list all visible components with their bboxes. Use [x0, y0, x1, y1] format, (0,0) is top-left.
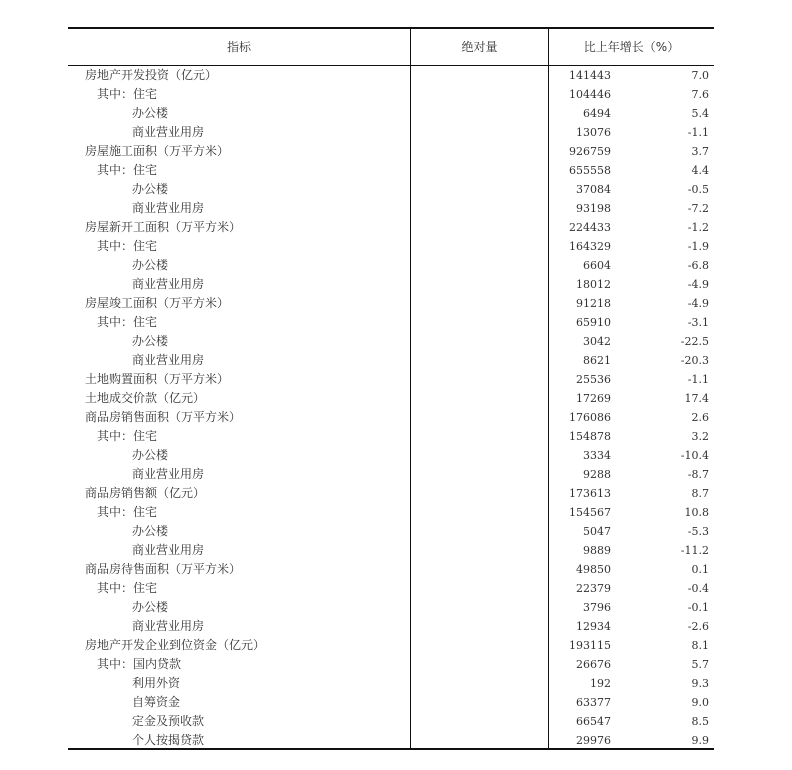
- row-label: 个人按揭贷款: [132, 733, 205, 747]
- row-absolute-value: 25536: [576, 373, 611, 386]
- row-label: 房地产开发企业到位资金（亿元）: [85, 638, 266, 652]
- row-growth-value: -10.4: [680, 449, 709, 462]
- header-indicator: 指标: [226, 40, 251, 54]
- row-absolute-value: 3334: [583, 449, 611, 462]
- row-growth-value: 0.1: [691, 563, 709, 576]
- row-absolute-value: 63377: [576, 696, 611, 709]
- row-label: 办公楼: [132, 182, 169, 196]
- row-growth-value: 5.7: [691, 658, 709, 671]
- row-label: 其中：住宅: [97, 239, 158, 253]
- row-growth-value: -4.9: [687, 297, 709, 310]
- table-row: [68, 484, 714, 503]
- row-absolute-value: 926759: [569, 145, 611, 158]
- row-label: 房地产开发投资（亿元）: [85, 68, 218, 82]
- table-row: [68, 389, 714, 408]
- table-row: [68, 370, 714, 389]
- row-label: 土地购置面积（万平方米）: [85, 372, 230, 386]
- row-label: 办公楼: [132, 106, 169, 120]
- row-absolute-value: 17269: [576, 392, 611, 405]
- row-growth-value: 9.0: [691, 696, 709, 709]
- row-growth-value: -1.1: [687, 373, 709, 386]
- table-row: [68, 655, 714, 674]
- row-absolute-value: 154567: [569, 506, 611, 519]
- row-growth-value: 17.4: [684, 392, 709, 405]
- table-row: [68, 617, 714, 636]
- row-absolute-value: 12934: [576, 620, 611, 633]
- table-row: [68, 712, 714, 731]
- row-absolute-value: 104446: [569, 88, 611, 101]
- row-label: 利用外资: [132, 676, 181, 690]
- row-label: 土地成交价款（亿元）: [85, 391, 206, 405]
- row-label: 办公楼: [132, 448, 169, 462]
- row-label: 商业营业用房: [132, 125, 205, 139]
- row-absolute-value: 37084: [576, 183, 611, 196]
- table-row: [68, 465, 714, 484]
- table-row: [68, 351, 714, 370]
- table-body: [68, 66, 714, 750]
- row-label: 办公楼: [132, 258, 169, 272]
- row-label: 其中：住宅: [97, 315, 158, 329]
- row-label: 其中：住宅: [97, 505, 158, 519]
- row-label: 自筹资金: [132, 695, 181, 709]
- row-absolute-value: 224433: [569, 221, 611, 234]
- header-growth: 比上年增长（%）: [583, 40, 680, 54]
- row-growth-value: 3.7: [691, 145, 709, 158]
- row-absolute-value: 193115: [569, 639, 611, 652]
- row-absolute-value: 65910: [576, 316, 611, 329]
- table-row: [68, 142, 714, 161]
- table-row: [68, 522, 714, 541]
- table-row: [68, 161, 714, 180]
- row-absolute-value: 93198: [576, 202, 611, 215]
- row-label: 商业营业用房: [132, 543, 205, 557]
- table-row: [68, 256, 714, 275]
- table-row: [68, 237, 714, 256]
- row-absolute-value: 49850: [576, 563, 611, 576]
- row-label: 商品房待售面积（万平方米）: [85, 562, 242, 576]
- row-absolute-value: 26676: [576, 658, 611, 671]
- row-growth-value: -20.3: [680, 354, 709, 367]
- row-growth-value: 3.2: [691, 430, 709, 443]
- row-label: 商业营业用房: [132, 619, 205, 633]
- row-growth-value: -2.6: [687, 620, 709, 633]
- row-growth-value: -11.2: [680, 544, 709, 557]
- row-absolute-value: 13076: [576, 126, 611, 139]
- table-row: [68, 313, 714, 332]
- row-label: 商品房销售面积（万平方米）: [85, 410, 242, 424]
- row-absolute-value: 18012: [576, 278, 611, 291]
- row-growth-value: -4.9: [687, 278, 709, 291]
- row-absolute-value: 8621: [583, 354, 611, 367]
- row-growth-value: -8.7: [687, 468, 709, 481]
- table-row: [68, 218, 714, 237]
- table-row: [68, 85, 714, 104]
- row-absolute-value: 173613: [569, 487, 611, 500]
- row-growth-value: -0.1: [687, 601, 709, 614]
- row-growth-value: -6.8: [687, 259, 709, 272]
- row-absolute-value: 91218: [576, 297, 611, 310]
- table-row: [68, 275, 714, 294]
- row-growth-value: 8.1: [691, 639, 709, 652]
- table-row: [68, 104, 714, 123]
- row-growth-value: 7.6: [691, 88, 709, 101]
- row-growth-value: -1.1: [687, 126, 709, 139]
- row-growth-value: 8.5: [691, 715, 709, 728]
- row-label: 其中：住宅: [97, 87, 158, 101]
- row-label: 其中：国内贷款: [97, 657, 182, 671]
- table-row: [68, 674, 714, 693]
- table-row: [68, 66, 714, 85]
- table-row: [68, 199, 714, 218]
- row-growth-value: 2.6: [691, 411, 709, 424]
- row-growth-value: 10.8: [684, 506, 709, 519]
- row-absolute-value: 6494: [583, 107, 611, 120]
- row-absolute-value: 9889: [583, 544, 611, 557]
- row-absolute-value: 192: [590, 677, 611, 690]
- row-absolute-value: 655558: [569, 164, 611, 177]
- row-growth-value: -5.3: [687, 525, 709, 538]
- table-row: [68, 446, 714, 465]
- row-growth-value: 9.9: [691, 734, 709, 747]
- row-absolute-value: 141443: [569, 69, 611, 82]
- row-growth-value: 7.0: [691, 69, 709, 82]
- row-label: 其中：住宅: [97, 581, 158, 595]
- row-growth-value: -22.5: [680, 335, 709, 348]
- table-row: [68, 541, 714, 560]
- row-absolute-value: 22379: [576, 582, 611, 595]
- row-label: 商品房销售额（亿元）: [85, 486, 206, 500]
- row-growth-value: -3.1: [687, 316, 709, 329]
- row-label: 办公楼: [132, 524, 169, 538]
- row-absolute-value: 9288: [583, 468, 611, 481]
- row-growth-value: -1.9: [687, 240, 709, 253]
- row-label: 定金及预收款: [132, 714, 205, 728]
- table-row: [68, 693, 714, 712]
- table-row: [68, 731, 714, 750]
- row-absolute-value: 154878: [569, 430, 611, 443]
- row-absolute-value: 176086: [569, 411, 611, 424]
- row-absolute-value: 29976: [576, 734, 611, 747]
- row-growth-value: 5.4: [691, 107, 709, 120]
- table-row: [68, 427, 714, 446]
- row-label: 商业营业用房: [132, 201, 205, 215]
- table-row: [68, 598, 714, 617]
- row-label: 商业营业用房: [132, 467, 205, 481]
- row-absolute-value: 164329: [569, 240, 611, 253]
- row-label: 其中：住宅: [97, 429, 158, 443]
- row-label: 其中：住宅: [97, 163, 158, 177]
- table-row: [68, 294, 714, 313]
- table-row: [68, 123, 714, 142]
- table-row: [68, 332, 714, 351]
- row-label: 房屋新开工面积（万平方米）: [85, 220, 242, 234]
- row-absolute-value: 5047: [583, 525, 611, 538]
- row-growth-value: 9.3: [691, 677, 709, 690]
- row-absolute-value: 3042: [583, 335, 611, 348]
- row-growth-value: -0.4: [687, 582, 709, 595]
- table-row: [68, 408, 714, 427]
- row-growth-value: -1.2: [687, 221, 709, 234]
- row-growth-value: 8.7: [691, 487, 709, 500]
- row-label: 商业营业用房: [132, 353, 205, 367]
- table-row: [68, 180, 714, 199]
- row-label: 办公楼: [132, 600, 169, 614]
- row-growth-value: -0.5: [687, 183, 709, 196]
- table-row: [68, 503, 714, 522]
- table-row: [68, 560, 714, 579]
- row-growth-value: 4.4: [691, 164, 709, 177]
- row-absolute-value: 3796: [583, 601, 611, 614]
- row-label: 房屋竣工面积（万平方米）: [85, 296, 230, 310]
- row-label: 商业营业用房: [132, 277, 205, 291]
- header-absolute: 绝对量: [461, 40, 498, 54]
- row-absolute-value: 6604: [583, 259, 611, 272]
- row-absolute-value: 66547: [576, 715, 611, 728]
- table-row: [68, 579, 714, 598]
- row-label: 办公楼: [132, 334, 169, 348]
- row-label: 房屋施工面积（万平方米）: [85, 144, 230, 158]
- row-growth-value: -7.2: [687, 202, 709, 215]
- table-row: [68, 636, 714, 655]
